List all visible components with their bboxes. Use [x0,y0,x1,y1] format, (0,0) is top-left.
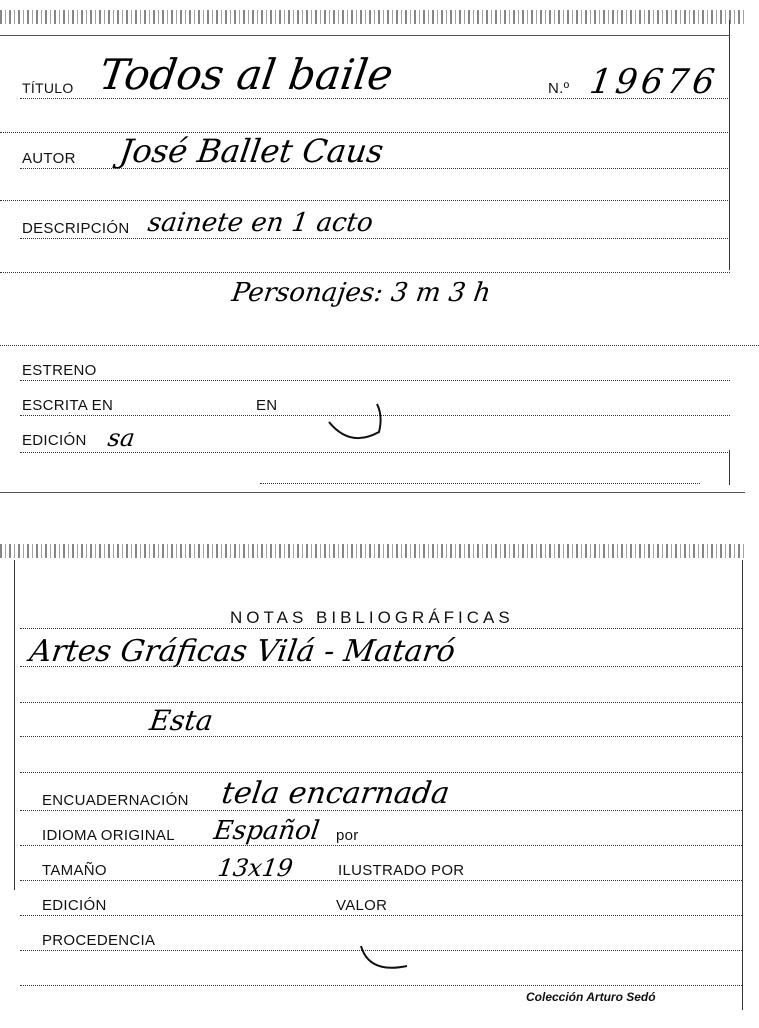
descripcion-label: DESCRIPCIÓN [22,220,130,237]
en-label: EN [256,397,278,414]
idioma-label: IDIOMA ORIGINAL [42,827,175,844]
card-top-edge [0,544,745,558]
card-left-border [14,560,15,890]
numero-label: N.º [548,80,570,97]
autor-value: José Ballet Caus [117,132,386,170]
card-right-border [729,20,730,270]
blank-line [0,200,730,201]
blank-line [260,483,700,484]
titulo-value: Todos al baile [96,50,397,99]
tamano-value: 13x19 [216,854,295,882]
card-top-rule [0,35,730,36]
card-bottom-edge [0,492,745,493]
numero-value: 19676 [587,62,721,102]
personajes-value: Personajes: 3 m 3 h [229,278,493,308]
edicion-line [20,452,730,453]
descripcion-line [20,238,730,239]
edicion2-line [20,915,742,916]
autor-label: AUTOR [22,150,76,167]
valor-label: VALOR [336,897,388,914]
estreno-line [20,380,730,381]
card-right-border-lower [729,450,730,485]
por-label: por [336,827,359,844]
titulo-line [20,98,730,99]
catalog-card-bottom [0,540,759,1028]
estreno-label: ESTRENO [22,362,97,379]
tamano-label: TAMAÑO [42,862,107,879]
notas-line [20,666,742,667]
notas-line [20,736,742,737]
ilustrado-label: ILUSTRADO POR [338,862,465,879]
card-right-border [742,560,743,1010]
ink-circle-mark [325,400,385,445]
encuadernacion-line [20,810,742,811]
edicion-label: EDICIÓN [22,432,87,449]
edicion2-label: EDICIÓN [42,897,107,914]
coleccion-label: Colección Arturo Sedó [526,990,656,1004]
notas-title: NOTAS BIBLIOGRÁFICAS [230,608,514,627]
descripcion-value: sainete en 1 acto [145,208,375,238]
titulo-label: TÍTULO [22,80,74,96]
edicion-value: sa [106,424,137,452]
notas-line [20,772,742,773]
catalog-card-top [0,0,759,495]
blank-line [0,345,759,346]
escrita-label: ESCRITA EN [22,397,114,414]
ink-circle-mark [355,940,415,980]
blank-line [20,985,742,986]
encuadernacion-label: ENCUADERNACIÓN [42,792,189,809]
idioma-line [20,845,742,846]
tamano-line [20,880,742,881]
procedencia-label: PROCEDENCIA [42,932,156,949]
encuadernacion-value: tela encarnada [219,776,452,811]
notas-line [20,628,742,629]
blank-line [0,272,730,273]
autor-line [20,168,730,169]
notas-line [20,702,742,703]
idioma-value: Español [211,816,322,846]
card-top-edge [0,10,745,24]
notas-line2-value: Esta [147,704,216,737]
notas-line1-value: Artes Gráficas Vilá - Mataró [27,634,458,669]
